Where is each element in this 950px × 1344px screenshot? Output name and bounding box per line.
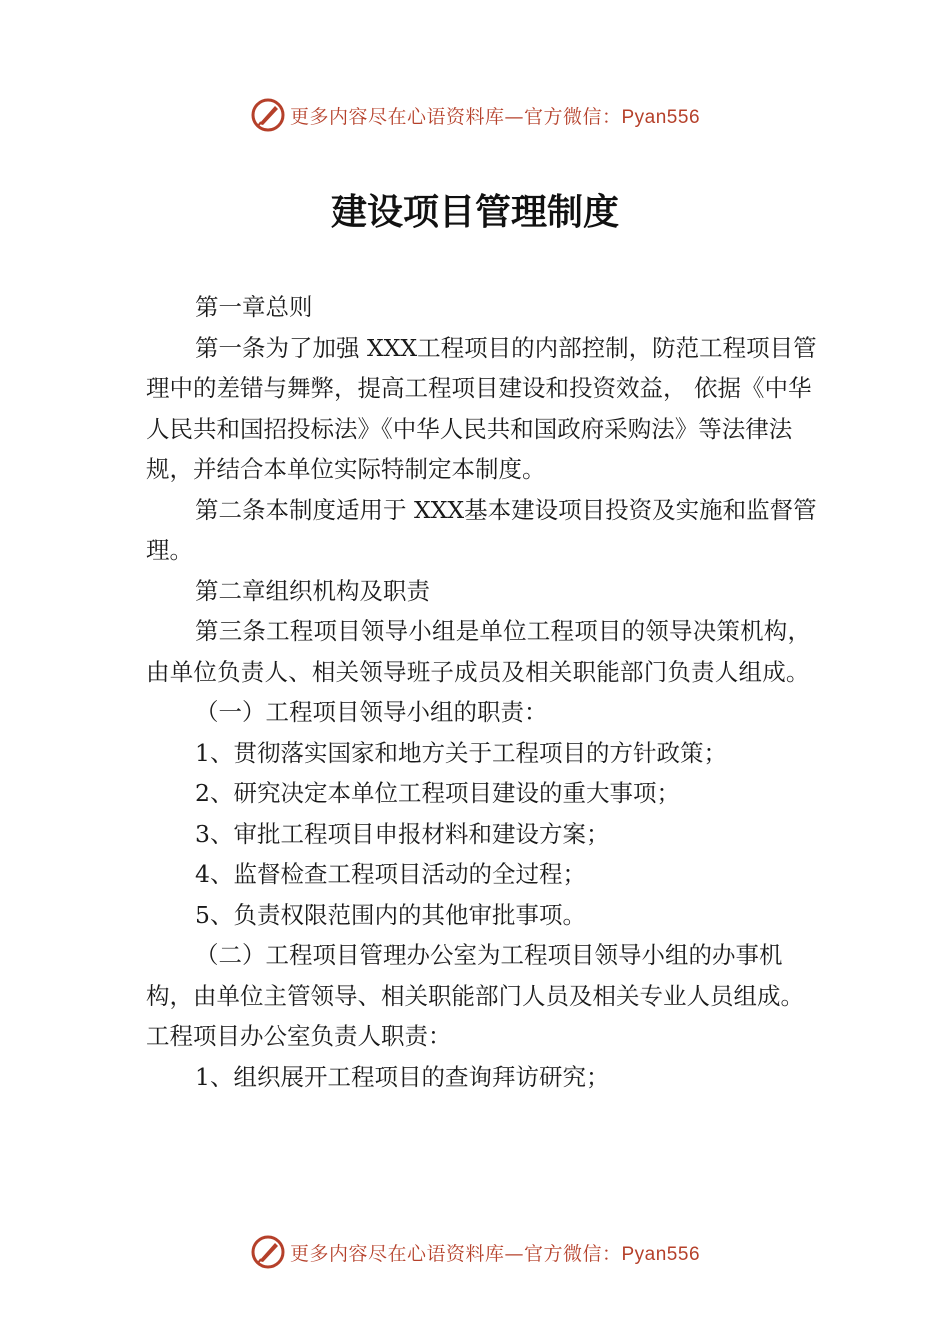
banner-slogan: 更多内容尽在心语资料库—官方微信： (289, 105, 622, 128)
chapter-heading: 第一章总则 (195, 293, 313, 321)
chapter-heading: 第二章组织机构及职责 (195, 576, 430, 605)
quill-logo-icon (250, 97, 286, 133)
list-item: 1、贯彻落实国家和地方关于工程项目的方针政策； (195, 738, 727, 767)
banner-text (290, 1239, 700, 1266)
list-item: 5、负责权限范围内的其他审批事项。 (195, 900, 586, 929)
section-heading: （一）工程项目领导小组的职责： (195, 698, 548, 726)
banner-slogan: 更多内容尽在心语资料库—官方微信： (289, 1242, 622, 1265)
banner-wechat-id: Pyan556 (621, 106, 701, 128)
article-paragraph: 第三条工程项目领导小组是单位工程项目的领导决策机构，由单位负责人、相关领导班子成员及相关职能部门负责人组成。 (146, 617, 812, 686)
banner-text (290, 102, 700, 129)
document-title: 建设项目管理制度 (330, 191, 619, 233)
article-paragraph: 第二条本制度适用于 XXX基本建设项目投资及实施和监督管理。 (146, 495, 817, 564)
quill-logo-icon (250, 1234, 286, 1270)
list-item: 2、研究决定本单位工程项目建设的重大事项； (195, 779, 680, 807)
list-item: 3、审批工程项目申报材料和建设方案； (195, 819, 610, 848)
banner-wechat-id: Pyan556 (621, 1243, 701, 1265)
list-item: 4、监督检查工程项目活动的全过程； (195, 860, 586, 888)
header-banner (0, 95, 950, 135)
document-body (146, 287, 818, 1097)
footer-banner (0, 1232, 950, 1272)
article-paragraph: 第一条为了加强 XXX工程项目的内部控制，防范工程项目管理中的差错与舞弊，提高工程项目建设和投资效益， 依据《中华人民共和国招投标法》《中华人民共和国政府采购法》等法律法规，并结合本单位实际特制定本制度。 (146, 333, 817, 483)
section-paragraph: （二）工程项目管理办公室为工程项目领导小组的办事机构，由单位主管领导、相关职能部门人员及相关专业人员组成。工程项目办公室负责人职责： (146, 941, 804, 1050)
list-item: 1、组织展开工程项目的查询拜访研究； (195, 1062, 610, 1091)
